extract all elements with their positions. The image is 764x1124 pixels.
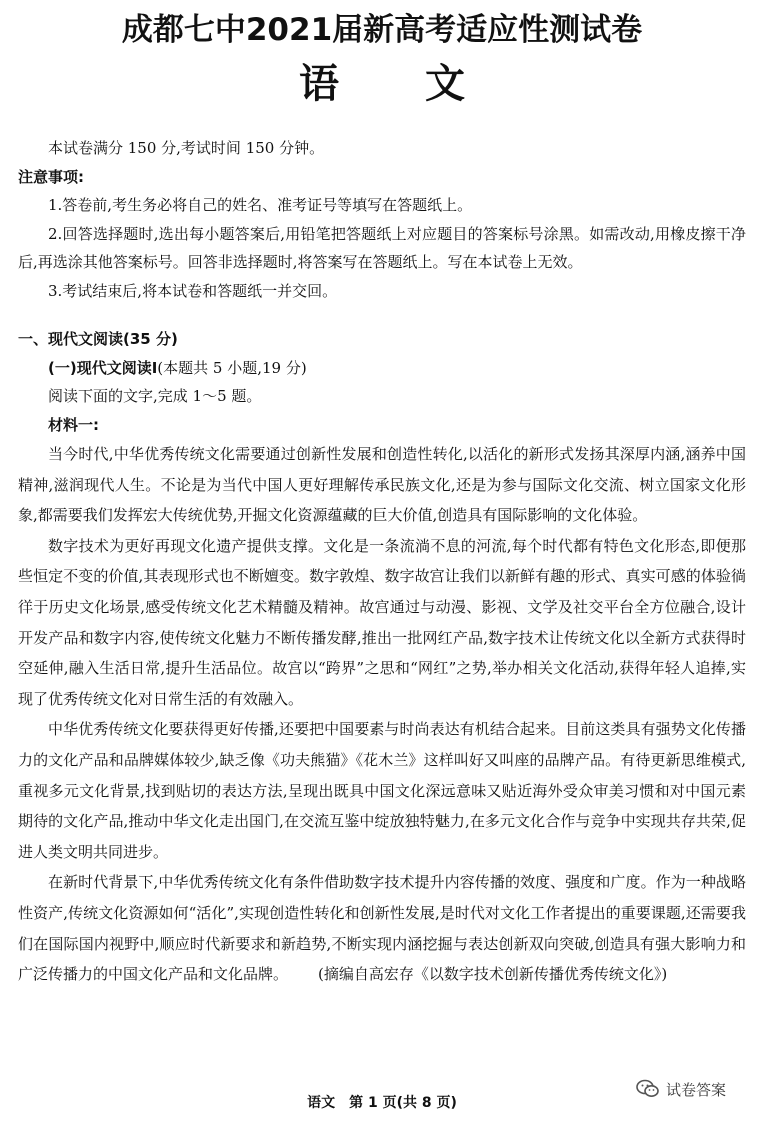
- spacer: [18, 305, 746, 325]
- material-paragraph: [18, 867, 746, 989]
- material-paragraph: 中华优秀传统文化要获得更好传播,还要把中国要素与时尚表达有机结合起来。目前这类具有强势文化传播力的文化产品和品牌媒体较少,缺乏像《功夫熊猫》《花木兰》这样叫好又叫座的品牌产品。有待更新思维模式,重视多元文化背景,找到贴切的表达方法,呈现出既具中国文化深远意味又贴近海外受众审美习惯和对中国元素期待的文化产品,推动中华文化走出国门,在交流互鉴中绽放独特魅力,在多元文化合作与竞争中实现共存共荣,促进人类文明共同进步。: [18, 720, 746, 861]
- material-text: [18, 439, 746, 990]
- notice-item: 3.考试结束后,将本试卷和答题纸一并交回。: [48, 281, 338, 300]
- material-paragraph-text: 在新时代背景下,中华优秀传统文化有条件借助数字技术提升内容传播的效度、强度和广度。作为一种战略性资产,传统文化资源如何“活化”,实现创造性转化和创新性发展,是时代对文化工作者提出的重要课题,还需要我们在国际国内视野中,顺应时代新要求和新趋势,不断实现内涵挖掘与表达创新双向突破,创造具有强大影响力和广泛传播力的中国文化产品和文化品牌。: [18, 873, 746, 984]
- page-footer: 语文 第 1 页(共 8 页): [307, 1095, 457, 1111]
- sub-heading-title: (一)现代文阅读Ⅰ: [48, 358, 158, 377]
- notice-title: 注意事项:: [18, 167, 84, 186]
- subject-title: 语 文: [299, 61, 501, 107]
- sub-heading-note: (本题共 5 小题,19 分): [157, 358, 307, 377]
- material-paragraph: 数字技术为更好再现文化遗产提供支撑。文化是一条流淌不息的河流,每个时代都有特色文化形态,即便那些恒定不变的价值,其表现形式也不断嬗变。数字敦煌、数字故宫让我们以新鲜有趣的形式、真实可感的体验徜徉于历史文化场景,感受传统文化艺术精髓及精神。故宫通过与动漫、影视、文学及社交平台全方位融合,设计开发产品和数字内容,使传统文化魅力不断传播发酵,推出一批网红产品,数字技术让传统文化以全新方式获得时空延伸,融入生活日常,提升生活品位。故宫以“跨界”之思和“网红”之势,举办相关文化活动,获得年轻人追捧,实现了优秀传统文化对日常生活的有效融入。: [18, 536, 746, 708]
- notice-item: 1.答卷前,考生务必将自己的姓名、准考证号等填写在答题纸上。: [48, 196, 473, 214]
- exam-title: 成都七中2021届新高考适应性测试卷: [121, 12, 643, 48]
- exam-body: [18, 134, 746, 990]
- material-label: 材料一:: [48, 415, 99, 434]
- source-citation: (摘编自高宏存《以数字技术创新传播优秀传统文化》): [318, 965, 668, 984]
- watermark-text: 试卷答案: [666, 1080, 727, 1099]
- section-heading: 一、现代文阅读(35 分): [18, 330, 178, 348]
- material-paragraph: 当今时代,中华优秀传统文化需要通过创新性发展和创造性转化,以活化的新形式发扬其深厚内涵,涵养中国精神,滋润现代人生。不论是为当代中国人更好理解传承民族文化,还是为参与国际文化交流、树立国家文化形象,都需要我们发挥宏大传统优势,开掘文化资源蕴藏的巨大价值,创造具有国际影响的文化体验。: [18, 445, 746, 525]
- sub-heading: [18, 354, 746, 383]
- notice-item: 2.回答选择题时,选出每小题答案后,用铅笔把答题纸上对应题目的答案标号涂黑。如需改动,用橡皮擦干净后,再选涂其他答案标号。回答非选择题时,将答案写在答题纸上。写在本试卷上无效。: [18, 224, 746, 271]
- reading-instruction: 阅读下面的文字,完成 1～5 题。: [48, 387, 262, 405]
- exam-info: 本试卷满分 150 分,考试时间 150 分钟。: [48, 139, 325, 157]
